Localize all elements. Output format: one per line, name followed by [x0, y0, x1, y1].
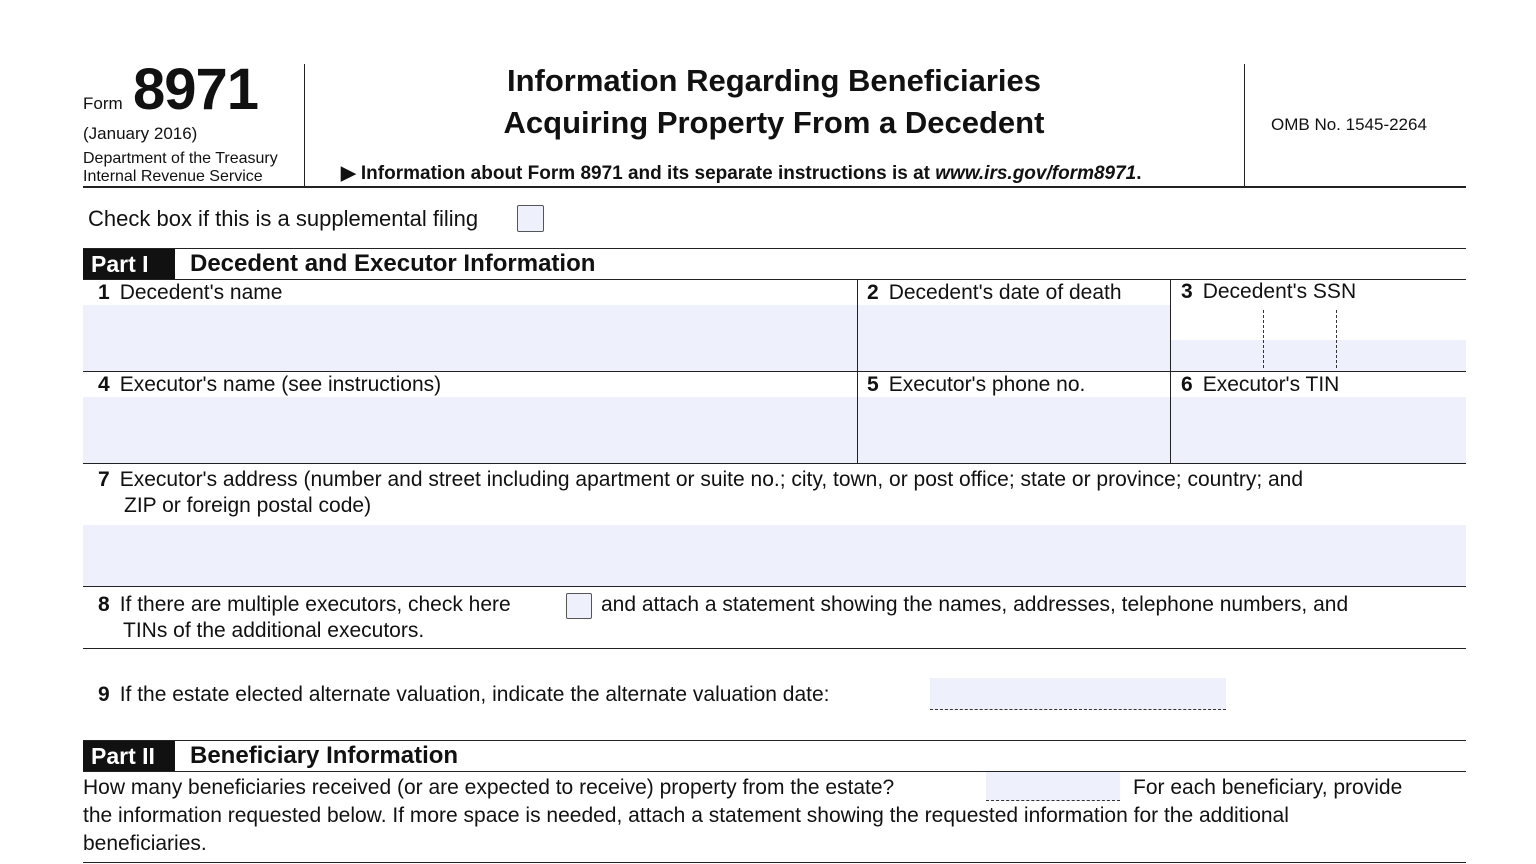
alternate-valuation-date-input[interactable]: [930, 678, 1226, 710]
row4-bottom-rule: [83, 648, 1466, 649]
field1-number: 1: [98, 281, 110, 304]
field8-label: [98, 593, 511, 617]
field9-number: 9: [98, 683, 110, 706]
field2-label: [867, 281, 1122, 305]
part2-tag: Part II: [83, 741, 175, 771]
field4-label: [98, 373, 441, 397]
field9-label: [98, 683, 830, 707]
executor-name-input[interactable]: [83, 397, 857, 463]
decedent-ssn-input[interactable]: [1171, 340, 1466, 371]
form-revision: (January 2016): [83, 124, 198, 143]
field3-label: [1181, 280, 1356, 304]
part2-title-rule: [83, 771, 1466, 772]
executor-tin-input[interactable]: [1171, 397, 1466, 463]
field7-label: [98, 468, 1303, 492]
field6-text: Executor's TIN: [1202, 373, 1340, 396]
field7-number: 7: [98, 468, 110, 491]
service: Internal Revenue Service: [83, 168, 263, 185]
part2-intro-line1a: How many beneficiaries received (or are expected to receive) property from the estate?: [83, 776, 895, 799]
field6-label: [1181, 373, 1339, 397]
executor-phone-input[interactable]: [858, 397, 1170, 463]
field5-label: [867, 373, 1085, 397]
part1-top-rule: [83, 248, 1466, 249]
part1-tag: Part I: [83, 249, 175, 279]
field7-text-line2: ZIP or foreign postal code): [124, 494, 372, 517]
part2-intro-line1b: For each beneficiary, provide: [1133, 776, 1403, 799]
field1-text: Decedent's name: [119, 281, 283, 304]
field2-number: 2: [867, 281, 879, 304]
header-divider-right: [1244, 64, 1245, 186]
field8-text-before: If there are multiple executors, check here: [119, 593, 511, 616]
field1-label: [98, 281, 282, 305]
form-title-line2: Acquiring Property From a Decedent: [503, 105, 1045, 140]
ssn-separator-2: [1336, 310, 1337, 368]
field8-number: 8: [98, 593, 110, 616]
part1-title: Decedent and Executor Information: [190, 250, 596, 277]
department: Department of the Treasury: [83, 150, 278, 167]
ssn-separator-1: [1263, 310, 1264, 368]
field9-text: If the estate elected alternate valuation, indicate the alternate valuation date:: [119, 683, 830, 706]
field5-text: Executor's phone no.: [888, 373, 1086, 396]
header-bottom-rule: [83, 186, 1466, 188]
field4-text: Executor's name (see instructions): [119, 373, 442, 396]
row1-bottom-rule: [83, 371, 1466, 372]
row2-bottom-rule: [83, 463, 1466, 464]
part2-top-rule: [83, 740, 1466, 741]
decedent-name-input[interactable]: [83, 305, 857, 371]
info-text: Information about Form 8971 and its separate instructions is at: [360, 163, 930, 184]
beneficiary-count-input[interactable]: [986, 772, 1120, 801]
decedent-date-of-death-input[interactable]: [858, 305, 1170, 371]
field6-number: 6: [1181, 373, 1193, 396]
form-label: Form: [83, 94, 123, 113]
field7-text-line1: Executor's address (number and street including apartment or suite no.; city, town, or post office; state or province; country; and: [119, 468, 1304, 491]
executor-address-input[interactable]: [83, 525, 1466, 586]
field8-text-after: and attach a statement showing the names, addresses, telephone numbers, and: [601, 593, 1349, 616]
triangle-right-icon: ▶: [341, 163, 356, 184]
multiple-executors-checkbox[interactable]: [566, 593, 592, 619]
omb-number: OMB No. 1545-2264: [1271, 115, 1427, 134]
field2-text: Decedent's date of death: [888, 281, 1122, 304]
part2-bottom-rule: [83, 862, 1466, 863]
field5-number: 5: [867, 373, 879, 396]
form-number: 8971: [133, 57, 259, 122]
row3-bottom-rule: [83, 586, 1466, 587]
info-end: .: [1136, 163, 1142, 184]
field4-number: 4: [98, 373, 110, 396]
form-title-line1: Information Regarding Beneficiaries: [507, 63, 1041, 98]
field8-text-line2: TINs of the additional executors.: [123, 619, 425, 642]
supplemental-checkbox[interactable]: [517, 205, 544, 232]
field3-text: Decedent's SSN: [1202, 280, 1357, 303]
supplemental-label: Check box if this is a supplemental filing: [88, 206, 479, 231]
form-info-line: [341, 162, 1142, 185]
field3-number: 3: [1181, 280, 1193, 303]
info-url[interactable]: www.irs.gov/form8971: [935, 163, 1137, 184]
part2-title: Beneficiary Information: [190, 742, 459, 769]
part2-intro-line2: the information requested below. If more space is needed, attach a statement showing the requested information for the additional: [83, 804, 1289, 827]
part2-intro-line3: beneficiaries.: [83, 832, 207, 855]
